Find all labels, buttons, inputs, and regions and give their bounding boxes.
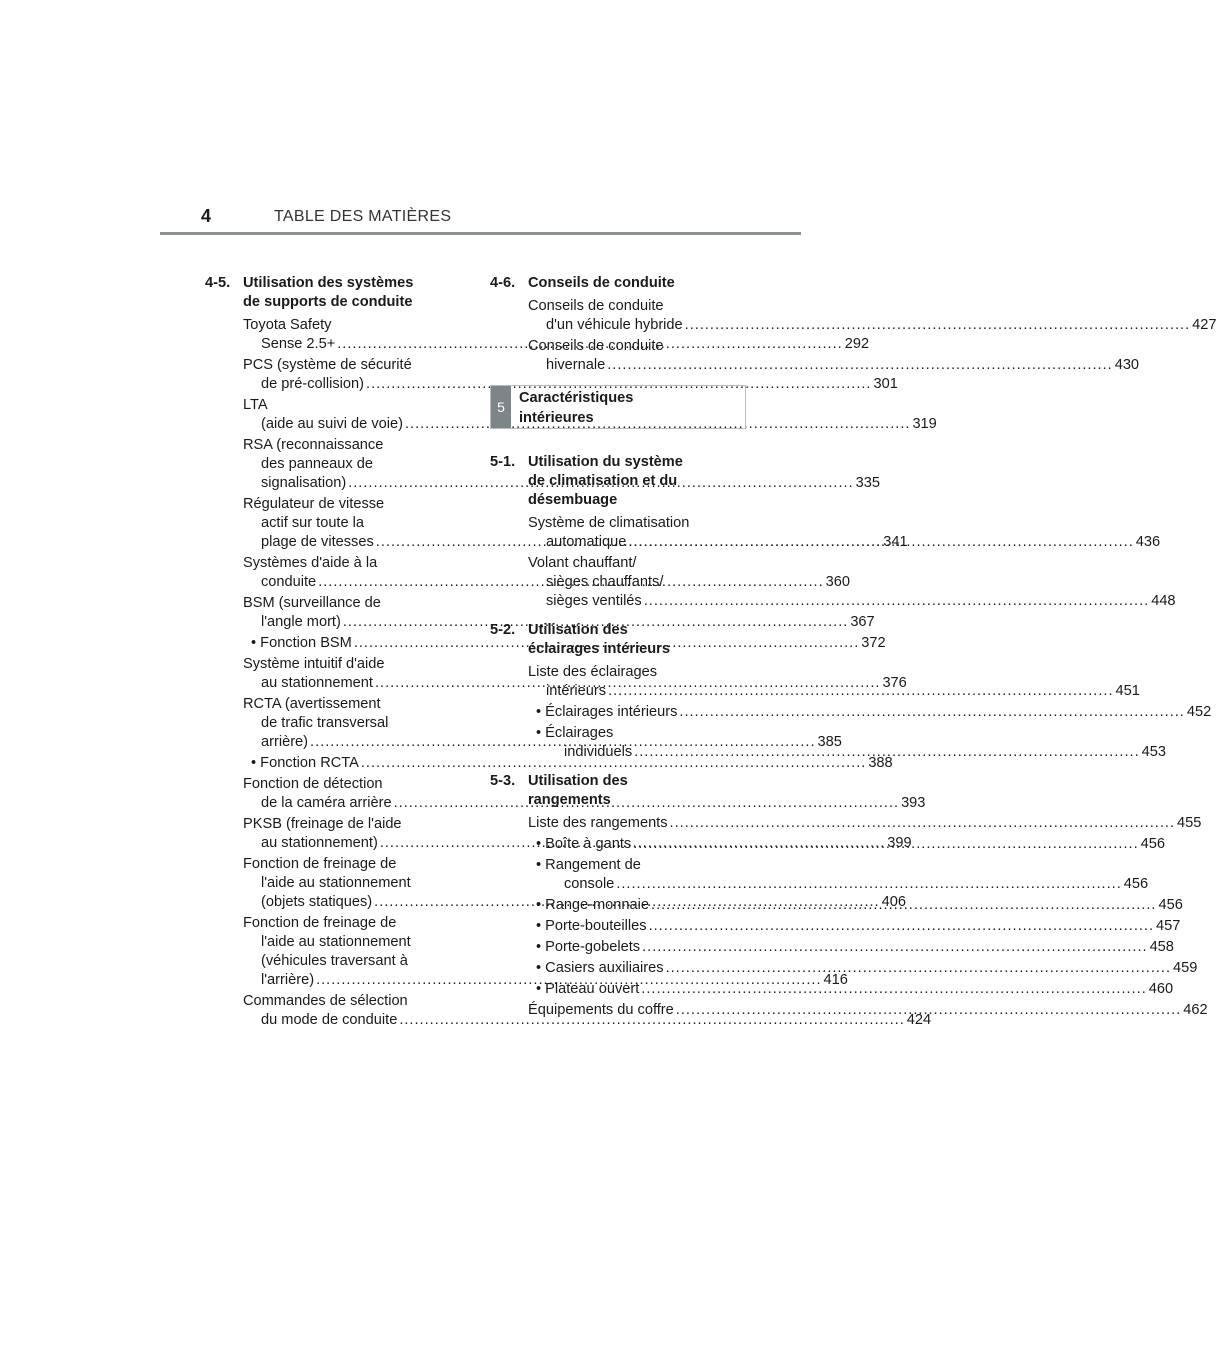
toc-entry-text: Conseils de conduite	[528, 338, 664, 354]
toc-page-number: 360	[825, 574, 851, 590]
toc-entry-line	[243, 794, 926, 813]
toc-entry-text: Fonction de détection	[243, 776, 383, 792]
toc-page-number: 301	[873, 376, 898, 392]
section-number: 4-5.	[205, 275, 231, 291]
toc-entry-text: BSM (surveillance de	[243, 595, 381, 611]
toc-page-number: 459	[1173, 960, 1198, 976]
toc-entry-line	[528, 663, 740, 682]
header-title: TABLE DES MATIÈRES	[274, 208, 452, 225]
toc-entry-text: • Rangement de	[536, 857, 641, 873]
toc-entry-text: signalisation)	[261, 475, 347, 491]
toc-entry-line	[243, 815, 455, 834]
toc-entry-line	[243, 855, 455, 874]
toc-entry-text: Régulateur de vitesse	[243, 496, 385, 512]
toc-entry-line	[528, 856, 740, 875]
toc-entry-text: Système de climatisation	[528, 515, 690, 531]
toc-entry[interactable]	[528, 938, 1174, 957]
toc-entry-line	[528, 554, 740, 573]
toc-entry-text: au stationnement)	[261, 835, 378, 851]
chapter-tab: 5	[491, 386, 511, 428]
toc-entry-line	[243, 554, 455, 573]
toc-entry-text: automatique	[546, 534, 627, 550]
toc-entry-text: au stationnement	[261, 675, 373, 691]
toc-entry-text: individuels	[564, 744, 633, 760]
toc-entry[interactable]	[528, 814, 1202, 833]
toc-page-number: 427	[1192, 317, 1216, 333]
toc-entry-line	[243, 914, 455, 933]
toc-page-number: 436	[1135, 534, 1161, 550]
section-heading-5-2	[490, 621, 740, 659]
toc-entry-line	[243, 1011, 932, 1030]
toc-entry-text: d'un véhicule hybride	[546, 317, 683, 333]
toc-entry[interactable]	[528, 959, 1198, 978]
toc-entry-line	[243, 992, 455, 1011]
toc-page-number: 385	[817, 734, 842, 750]
section-title: Utilisation du système de climatisation et du désembuage	[528, 454, 683, 508]
toc-entry-line	[528, 356, 1140, 375]
toc-page-number: 462	[1183, 1002, 1208, 1018]
chapter-heading-box	[490, 385, 746, 429]
toc-page-number: 451	[1115, 683, 1140, 699]
toc-entry-line	[528, 875, 1149, 894]
toc-page-number: 452	[1186, 704, 1212, 720]
toc-entry-text: Équipements du coffre	[528, 1002, 674, 1018]
toc-entry-text: RSA (reconnaissance	[243, 437, 384, 453]
dot-leader	[642, 939, 1147, 955]
section-heading-4-5	[205, 274, 455, 312]
toc-page-number: 335	[855, 475, 881, 491]
toc-entry[interactable]	[528, 917, 1181, 936]
toc-page-number: 455	[1177, 815, 1202, 831]
toc-page-number: 388	[868, 755, 893, 771]
toc-entry-text: • Fonction BSM	[251, 635, 352, 651]
toc-entry-text: conduite	[261, 574, 317, 590]
toc-entry-line	[528, 814, 1202, 833]
toc-entry-line	[243, 933, 455, 952]
toc-entry-line	[243, 874, 455, 893]
toc-entry-text: Conseils de conduite	[528, 298, 664, 314]
toc-entry-text: arrière)	[261, 734, 309, 750]
toc-entry-text: console	[564, 876, 615, 892]
toc-entry-text: Sense 2.5+	[261, 336, 336, 352]
toc-entry-text: de trafic transversal	[261, 715, 389, 731]
toc-entry-text: • Boîte à gants	[536, 836, 632, 852]
toc-page-number: 406	[881, 894, 906, 910]
page-header	[160, 204, 800, 236]
toc-entry[interactable]	[528, 703, 1212, 722]
dot-leader	[649, 918, 1154, 934]
toc-page-number: 456	[1140, 836, 1165, 852]
toc-entry-line	[243, 415, 937, 434]
toc-entry-text: intérieurs	[546, 683, 607, 699]
toc-page-number: 393	[901, 795, 926, 811]
toc-entry-text: • Casiers auxiliaires	[536, 960, 664, 976]
toc-entry-text: Liste des éclairages	[528, 664, 657, 680]
toc-entry-line	[243, 714, 455, 733]
toc-page-number: 458	[1149, 939, 1174, 955]
section-title: Conseils de conduite	[528, 275, 675, 291]
toc-entry-line	[243, 952, 455, 971]
toc-entry-text: Système intuitif d'aide	[243, 656, 385, 672]
section-number: 5-3.	[490, 773, 516, 789]
section-heading-5-3	[490, 772, 740, 810]
toc-entry-text: Systèmes d'aide à la	[243, 555, 378, 571]
toc-entry-line	[243, 594, 455, 613]
toc-entry-line	[528, 297, 740, 316]
toc-entry-line	[528, 703, 1212, 722]
toc-entry-text: PKSB (freinage de l'aide	[243, 816, 402, 832]
toc-entry-text: sièges ventilés	[546, 593, 642, 609]
toc-page-number: 456	[1123, 876, 1149, 892]
toc-entry-line	[243, 514, 455, 533]
toc-entry-line	[528, 592, 1176, 611]
section-number: 5-2.	[490, 622, 516, 638]
toc-page-number: 457	[1156, 918, 1181, 934]
toc-entry-line	[243, 775, 455, 794]
toc-entry-text: l'angle mort)	[261, 614, 341, 630]
toc-page-number: 372	[861, 635, 886, 651]
toc-page-number: 424	[906, 1012, 932, 1028]
toc-page-number: 456	[1158, 897, 1183, 913]
toc-entry-line	[528, 573, 740, 592]
section-heading-5-1	[490, 453, 740, 510]
toc-entry-line	[528, 743, 1166, 762]
toc-page-number: 292	[844, 336, 870, 352]
toc-entry-text: • Plateau ouvert	[536, 981, 640, 997]
toc-entry-line	[528, 337, 740, 356]
toc-entry-line	[528, 724, 740, 743]
toc-entry-text: plage de vitesses	[261, 534, 374, 550]
toc-entry-text: des panneaux de	[261, 456, 373, 472]
toc-entry[interactable]	[528, 856, 1149, 894]
toc-entry-text: • Éclairages	[536, 725, 614, 741]
toc-entry-line	[243, 396, 455, 415]
section-title: Utilisation des rangements	[528, 773, 628, 808]
dot-leader	[616, 876, 1121, 892]
toc-entry-text: l'aide au stationnement	[261, 934, 411, 950]
toc-entry-line	[528, 938, 1174, 957]
toc-entry-line	[243, 436, 455, 455]
dot-leader	[607, 357, 1112, 373]
toc-entry-text: LTA	[243, 397, 268, 413]
section-heading-4-6	[490, 274, 740, 293]
toc-entry-line	[528, 316, 1216, 335]
dot-leader	[633, 836, 1138, 852]
toc-entry-line	[243, 316, 455, 335]
toc-entry-text: l'arrière)	[261, 972, 315, 988]
toc-entry-text: Liste des rangements	[528, 815, 668, 831]
toc-entry-text: • Range-monnaie	[536, 897, 650, 913]
toc-entry-text: Fonction de freinage de	[243, 915, 397, 931]
toc-entry-line	[243, 474, 881, 493]
dot-leader	[644, 593, 1149, 609]
toc-entry[interactable]	[243, 754, 893, 773]
toc-entry-text: • Éclairages intérieurs	[536, 704, 678, 720]
toc-entry-line	[528, 514, 740, 533]
toc-page-number: 460	[1148, 981, 1174, 997]
toc-entry-line	[528, 959, 1198, 978]
dot-leader	[651, 897, 1156, 913]
toc-entry-text: de la caméra arrière	[261, 795, 392, 811]
section-title: Utilisation des systèmes de supports de conduite	[243, 275, 414, 310]
section-number: 4-6.	[490, 275, 516, 291]
dot-leader	[685, 317, 1190, 333]
toc-entry-text: • Porte-gobelets	[536, 939, 641, 955]
toc-entry-text: • Fonction RCTA	[251, 755, 359, 771]
toc-entry-text: Commandes de sélection	[243, 993, 408, 1009]
toc-entry-text: de pré-collision)	[261, 376, 365, 392]
toc-page-number: 448	[1151, 593, 1176, 609]
toc-entry-text: l'aide au stationnement	[261, 875, 411, 891]
toc-entry-text: (objets statiques)	[261, 894, 373, 910]
toc-entry-text: du mode de conduite	[261, 1012, 398, 1028]
toc-entry-line	[243, 455, 455, 474]
toc-entry-text: hivernale	[546, 357, 606, 373]
dot-leader	[628, 534, 1133, 550]
toc-entry-line	[243, 375, 898, 394]
dot-leader	[641, 981, 1146, 997]
dot-leader	[679, 704, 1184, 720]
toc-page-number: 319	[912, 416, 937, 432]
toc-page-number: 430	[1114, 357, 1140, 373]
toc-entry-text: RCTA (avertissement	[243, 696, 381, 712]
dot-leader	[670, 815, 1175, 831]
page-number: 4	[201, 206, 212, 226]
toc-page-number: 376	[882, 675, 907, 691]
toc-entry-text: Fonction de freinage de	[243, 856, 397, 872]
toc-page-number: 453	[1141, 744, 1166, 760]
toc-entry[interactable]	[528, 297, 1216, 335]
toc-entry-text: (véhicules traversant à	[261, 953, 408, 969]
toc-entry-line	[243, 754, 893, 773]
section-number: 5-1.	[490, 454, 516, 470]
toc-entry-line	[528, 917, 1181, 936]
toc-page-number: 367	[850, 614, 875, 630]
toc-entry-line	[243, 695, 455, 714]
toc-entry-text: actif sur toute la	[261, 515, 365, 531]
dot-leader	[666, 960, 1171, 976]
dot-leader	[634, 744, 1139, 760]
toc-entry-text: sièges chauffants/	[546, 574, 664, 590]
toc-entry-line	[243, 655, 455, 674]
header-divider	[160, 232, 801, 235]
toc-entry-line	[243, 356, 455, 375]
toc-entry-text: Volant chauffant/	[528, 555, 637, 571]
toc-entry-line	[243, 495, 455, 514]
toc-entry-text: PCS (système de sécurité	[243, 357, 412, 373]
chapter-title: Caractéristiques intérieures	[519, 390, 634, 426]
toc-page-number: 416	[823, 972, 848, 988]
toc-page-number: 399	[887, 835, 912, 851]
toc-entry-text: • Porte-bouteilles	[536, 918, 647, 934]
dot-leader	[676, 1002, 1181, 1018]
toc-entry-text: (aide au suivi de voie)	[261, 416, 403, 432]
dot-leader	[608, 683, 1113, 699]
section-title: Utilisation des éclairages intérieurs	[528, 622, 670, 657]
toc-entry-text: Toyota Safety	[243, 317, 332, 333]
toc-page-number: 341	[883, 534, 908, 550]
